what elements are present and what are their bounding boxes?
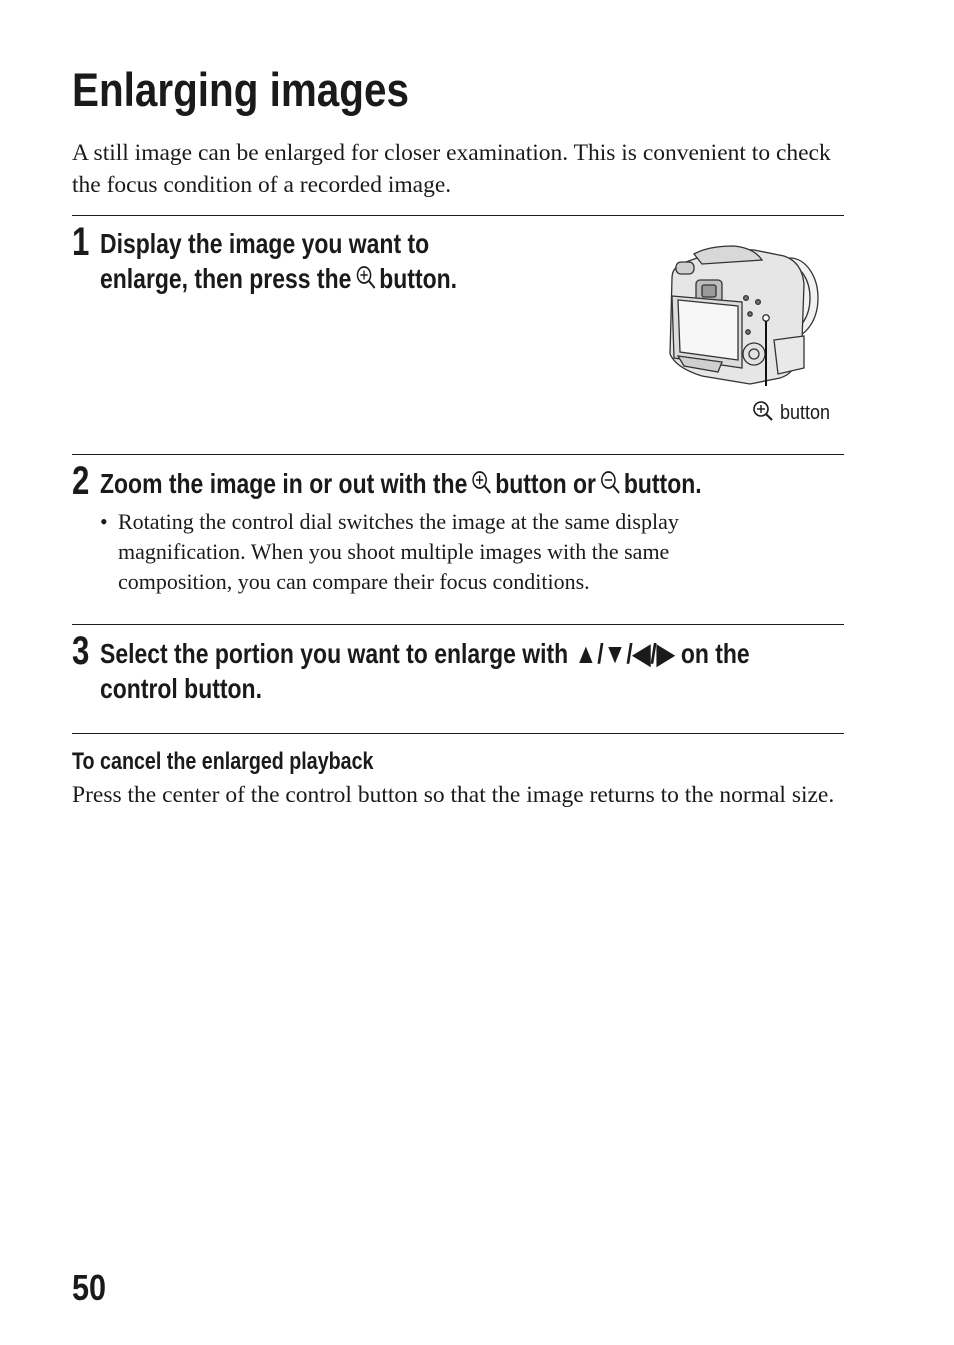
camera-illustration bbox=[662, 240, 832, 390]
step-1-number: 1 bbox=[72, 220, 90, 264]
step-3-text bbox=[100, 636, 750, 706]
step-1-line-1: Display the image you want to bbox=[100, 228, 430, 259]
figure-caption-label: button bbox=[780, 402, 831, 424]
step-1-line-2-start: enlarge, then press the bbox=[100, 263, 352, 294]
divider bbox=[72, 733, 844, 734]
step-2-text-middle: button or bbox=[495, 468, 596, 499]
cancel-body: Press the center of the control button so that the image returns to the normal size. bbox=[72, 782, 835, 808]
page-number: 50 bbox=[72, 1267, 107, 1308]
divider bbox=[72, 215, 844, 216]
page-title: Enlarging images bbox=[72, 63, 409, 116]
bullet-marker: • bbox=[100, 509, 108, 534]
step-2-text bbox=[100, 466, 702, 503]
step-3-number: 3 bbox=[72, 629, 90, 673]
step-2-number: 2 bbox=[72, 459, 90, 503]
step-2-note-text: Rotating the control dial switches the image at the same display magnification. When you shoot multiple images with the same composition, you can compare their focus conditions. bbox=[118, 509, 679, 594]
zoom-in-icon bbox=[471, 468, 492, 503]
step-3-line-2: control button. bbox=[100, 673, 262, 704]
step-2-text-end: button. bbox=[623, 468, 702, 499]
step-3-line-1: Select the portion you want to enlarge with ▲/▼/◀/▶ on the bbox=[100, 638, 750, 669]
step-1-line-2 bbox=[100, 261, 457, 298]
zoom-in-icon bbox=[752, 400, 774, 422]
cancel-heading: To cancel the enlarged playback bbox=[72, 748, 374, 775]
step-2-note bbox=[100, 507, 760, 597]
divider bbox=[72, 624, 844, 625]
intro-paragraph: A still image can be enlarged for closer examination. This is convenient to check the focus condition of a recorded image. bbox=[72, 140, 831, 198]
figure-caption bbox=[752, 399, 836, 427]
step-2-text-start: Zoom the image in or out with the bbox=[100, 468, 468, 499]
zoom-out-icon bbox=[599, 468, 620, 503]
step-1-line-2-end: button. bbox=[379, 263, 458, 294]
step-1-text bbox=[100, 226, 457, 298]
divider bbox=[72, 454, 844, 455]
zoom-in-icon bbox=[355, 263, 376, 298]
